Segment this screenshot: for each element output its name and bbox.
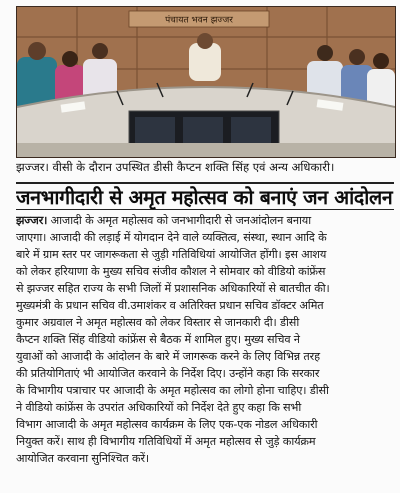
article-line-11: के विभागीय पत्राचार पर आजादी के अमृत महोत्सव का लोगो होना चाहिए। डीसी <box>16 384 329 397</box>
wall-sign-text: पंचायत भवन झज्जर <box>165 15 233 26</box>
article-line-7: कुमार अग्रवाल ने अमृत महोत्सव को लेकर विस्तार से जानकारी दी। डीसी <box>16 316 300 329</box>
article-line-2: जाएगा। आजादी की लड़ाई में योगदान देने वाले व्यक्तित्व, संस्था, स्थान आदि के <box>16 231 327 244</box>
article-body <box>16 212 394 487</box>
article-line-4: को लेकर हरियाणा के मुख्य सचिव संजीव कौशल ने सोमवार को वीडियो कांफ्रेंस <box>16 265 326 278</box>
article-line-14: नियुक्त करें। साथ ही विभागीय गतिविधियों में अमृत महोत्सव से जुड़े कार्यक्रम <box>16 435 316 448</box>
article-line-12: ने वीडियो कांफ्रेंस के उपरांत अधिकारियों को निर्देश देते हुए कहा कि सभी <box>16 401 302 414</box>
article-line-5: से झज्जर सहित राज्य के सभी जिलों में प्रशासनिक अधिकारियों से बातचीत की। <box>16 282 330 295</box>
article-line-6: मुख्यमंत्री के प्रधान सचिव वी.उमाशंकर व अतिरिक्त प्रधान सचिव डॉक्टर अमित <box>16 299 324 312</box>
article-line-8: कैप्टन शक्ति सिंह वीडियो कांफ्रेंस से बैठक में शामिल हुए। मुख्य सचिव ने <box>16 333 300 346</box>
article-line-3: बारे में ग्राम स्तर पर जागरूकता से जुड़ी गतिविधियां आयोजित होंगी। इस आशय <box>16 248 327 261</box>
article-dateline: झज्जर। <box>16 214 48 227</box>
photo-caption: झज्जर। वीसी के दौरान उपस्थित डीसी कैप्टन शक्ति सिंह एवं अन्य अधिकारी। <box>16 160 335 174</box>
article-line-1: झज्जर। आजादी के अमृत महोत्सव को जनभागीदारी से जनआंदोलन बनाया <box>16 214 312 227</box>
article-line-15: आयोजित करवाना सुनिश्चित करें। <box>16 452 149 465</box>
article-line-10: की प्रतियोगिताएं भी आयोजित करवाने के निर्देश दिए। उन्होंने कहा कि सरकार <box>16 367 320 380</box>
meeting-photo <box>16 6 396 158</box>
article-headline: जनभागीदारी से अमृत महोत्सव को बनाएं जन आंदोलन <box>16 182 394 210</box>
article-line-9: युवाओं को आजादी के आंदोलन के बारे में जागरूक करने के लिए विभिन्न तरह <box>16 350 320 363</box>
article-line-13: विभाग आजादी के अमृत महोत्सव कार्यक्रम के लिए एक-एक नोडल अधिकारी <box>16 418 318 431</box>
meeting-photo-illustration <box>17 7 395 157</box>
